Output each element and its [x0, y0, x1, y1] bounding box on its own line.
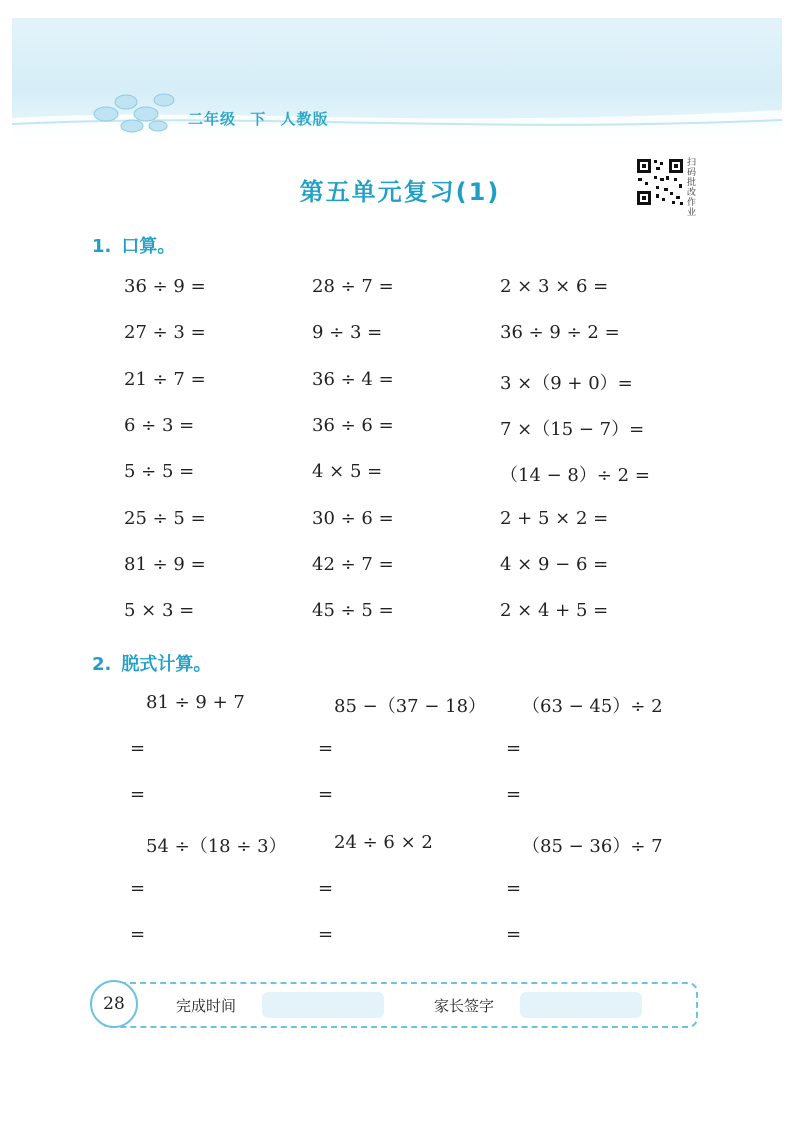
oral-problem: 42 ÷ 7 = [312, 553, 394, 575]
grade-label [188, 108, 337, 129]
qr-code-icon[interactable] [636, 158, 684, 206]
section-2-title [92, 650, 211, 676]
edition: 人教版 [280, 110, 329, 128]
step-problem: （85 − 36）÷ 7 [522, 836, 663, 857]
oral-problem: 21 ÷ 7 = [124, 368, 206, 390]
oral-problem: （14 − 8）÷ 2 = [500, 465, 650, 487]
oral-problem: 2 × 3 × 6 = [500, 276, 609, 297]
oral-problem: 28 ÷ 7 = [312, 276, 394, 297]
answer-line-equals: = [318, 784, 334, 805]
oral-problem: 27 ÷ 3 = [124, 322, 206, 344]
parent-signature-label: 家长签字 [434, 997, 495, 1015]
oral-problem: 36 ÷ 4 = [312, 368, 394, 390]
answer-line-equals: = [130, 878, 146, 899]
answer-line-equals: = [506, 784, 522, 805]
completion-time-field[interactable] [262, 992, 384, 1018]
oral-problem: 9 ÷ 3 = [312, 322, 383, 344]
step-problem: 85 −（37 − 18） [334, 696, 487, 717]
oral-problem: 25 ÷ 5 = [124, 507, 206, 529]
answer-line-equals: = [506, 738, 522, 759]
oral-problem: 5 × 3 = [124, 600, 195, 622]
step-problem: 54 ÷（18 ÷ 3） [146, 836, 287, 857]
answer-line-equals: = [318, 878, 334, 899]
oral-problem: 5 ÷ 5 = [124, 461, 195, 483]
step-problem: （63 − 45）÷ 2 [522, 696, 663, 717]
answer-line-equals: = [130, 924, 146, 945]
answer-line-equals: = [318, 924, 334, 945]
section-1-label: 口算。 [121, 236, 176, 257]
oral-problem: 36 ÷ 9 = [124, 276, 206, 297]
answer-line-equals: = [506, 924, 522, 945]
parent-signature-field[interactable] [520, 992, 642, 1018]
step-problem: 81 ÷ 9 + 7 [146, 692, 245, 713]
oral-problem: 3 ×（9 + 0）= [500, 372, 633, 394]
oral-problem: 2 + 5 × 2 = [500, 507, 609, 529]
answer-line-equals: = [130, 738, 146, 759]
oral-problem: 2 × 4 + 5 = [500, 600, 609, 622]
answer-line-equals: = [318, 738, 334, 759]
grade: 二年级 [188, 110, 237, 128]
section-1-title [92, 232, 175, 258]
oral-problem: 4 × 5 = [312, 461, 383, 483]
oral-problem: 81 ÷ 9 = [124, 553, 206, 575]
oral-problem: 4 × 9 − 6 = [500, 553, 609, 575]
page-title: 第五单元复习(1) [299, 178, 501, 206]
answer-line-equals: = [130, 784, 146, 805]
oral-problem: 7 ×（15 − 7）= [500, 418, 645, 440]
clouds-icon [84, 84, 184, 134]
oral-problem: 45 ÷ 5 = [312, 600, 394, 622]
page-number: 28 [90, 980, 138, 1028]
step-problem: 24 ÷ 6 × 2 [334, 832, 433, 853]
completion-time-label: 完成时间 [176, 997, 237, 1015]
oral-problem: 6 ÷ 3 = [124, 414, 195, 436]
oral-problem: 36 ÷ 6 = [312, 414, 394, 436]
qr-label: 扫码批改作业 [687, 158, 697, 218]
term: 下 [250, 110, 267, 128]
section-1-number: 1. [92, 236, 112, 257]
answer-line-equals: = [506, 878, 522, 899]
oral-problem: 30 ÷ 6 = [312, 507, 394, 529]
oral-problem: 36 ÷ 9 ÷ 2 = [500, 322, 620, 344]
section-2-number: 2. [92, 654, 112, 675]
section-2-label: 脱式计算。 [121, 654, 212, 675]
